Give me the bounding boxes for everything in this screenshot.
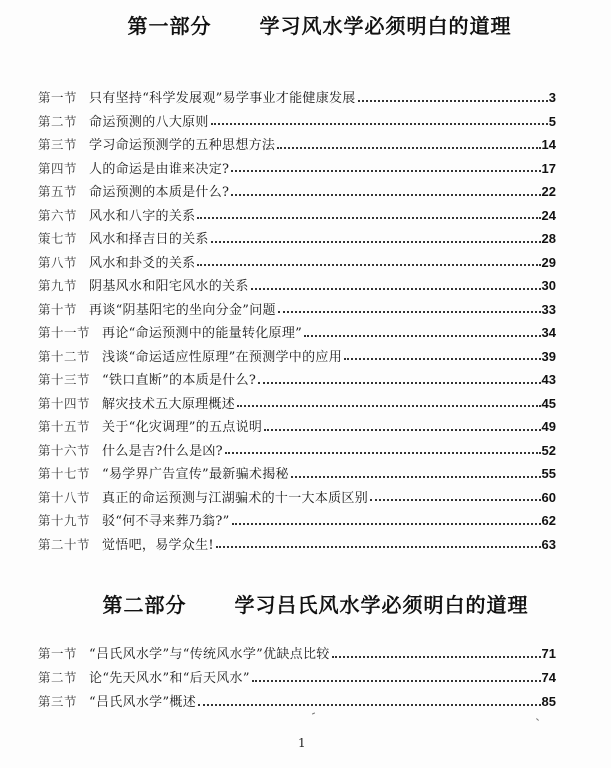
toc-entry[interactable] [38, 368, 556, 392]
section-title: 人的命运是由谁来决定? [89, 161, 230, 177]
dot-leader [370, 489, 541, 501]
section-label: 第十九节 [38, 513, 91, 528]
page-number: 3 [548, 90, 556, 105]
page-number: 55 [541, 466, 556, 481]
section-title: 论“先天风水”和“后天风水” [89, 671, 250, 686]
page-number: 43 [541, 372, 556, 387]
dot-leader [237, 395, 541, 407]
part-1-heading [0, 10, 611, 39]
page-number: 63 [541, 536, 556, 552]
toc-entry[interactable] [38, 462, 556, 486]
section-title: 命运预测的本质是什么? [89, 185, 230, 200]
page-number: 62 [541, 513, 556, 528]
dot-leader [197, 207, 540, 219]
section-label: 第十二节 [38, 348, 91, 364]
part-1-label: 第一部分 [127, 14, 212, 38]
section-label: 第十七节 [38, 466, 91, 481]
toc-entry[interactable] [38, 666, 556, 690]
page-number: 17 [541, 160, 556, 176]
toc-entry[interactable] [38, 180, 556, 204]
section-label: 第六节 [38, 207, 78, 223]
section-title: 只有坚持“科学发展观”易学事业才能健康发展 [89, 91, 356, 106]
section-title: 学习命运预测学的五种思想方法 [89, 138, 276, 153]
dot-leader [278, 301, 541, 313]
section-label: 第三节 [38, 694, 78, 709]
scan-speck [312, 712, 315, 714]
part-2-toc [38, 642, 556, 714]
page-folio: 1 [298, 736, 306, 750]
section-label: 策七节 [38, 231, 78, 246]
section-label: 第二十节 [38, 536, 91, 552]
section-title: 再论“命运预测中的能量转化原理” [102, 326, 303, 341]
dot-leader [231, 160, 540, 172]
section-title: “铁口直断”的本质是什么? [102, 373, 257, 388]
dot-leader [198, 694, 541, 706]
dot-leader [258, 372, 540, 384]
page-number: 34 [541, 325, 556, 340]
page-number: 22 [541, 184, 556, 199]
toc-entry[interactable] [38, 439, 556, 463]
toc-entry[interactable] [38, 251, 556, 275]
dot-leader [216, 536, 541, 548]
section-label: 第五节 [38, 184, 78, 199]
section-title: 风水和八字的关系 [89, 208, 196, 224]
dot-leader [231, 184, 540, 196]
toc-entry[interactable] [38, 110, 556, 134]
dot-leader [304, 325, 540, 337]
section-title: 风水和卦爻的关系 [89, 255, 196, 271]
dot-leader [211, 231, 541, 243]
dot-leader [332, 646, 541, 658]
part-1-title: 学习风水学必须明白的道理 [259, 14, 512, 38]
scan-speck [536, 718, 539, 721]
toc-entry[interactable] [38, 86, 556, 110]
dot-leader [277, 137, 540, 149]
toc-entry[interactable] [38, 227, 556, 251]
section-title: “吕氏风水学”概述 [89, 695, 197, 710]
dot-leader [211, 113, 548, 125]
page-number: 29 [541, 254, 556, 270]
toc-entry[interactable] [38, 298, 556, 322]
toc-entry[interactable] [38, 642, 556, 666]
dot-leader [264, 419, 540, 431]
page-number: 5 [548, 113, 556, 129]
page-number: 39 [541, 348, 556, 364]
dot-leader [344, 348, 541, 360]
page-number: 30 [541, 278, 556, 293]
section-title: “易学界广告宣传”最新骗术揭秘 [102, 467, 289, 482]
page-number: 45 [541, 395, 556, 411]
section-title: 什么是吉?什么是凶? [102, 443, 223, 459]
section-label: 第一节 [38, 646, 78, 661]
section-title: 命运预测的八大原则 [89, 114, 209, 130]
page-number: 49 [541, 419, 556, 434]
section-title: 阴基风水和阳宅风水的关系 [89, 279, 249, 294]
part-1-toc [38, 86, 556, 556]
section-label: 第九节 [38, 278, 78, 293]
page-number: 74 [541, 670, 556, 685]
section-label: 第十八节 [38, 489, 91, 505]
section-label: 第二节 [38, 113, 78, 129]
dot-leader [358, 90, 548, 102]
section-label: 第十一节 [38, 325, 91, 340]
toc-entry[interactable] [38, 345, 556, 369]
dot-leader [291, 466, 541, 478]
page-number: 14 [541, 137, 556, 152]
toc-entry[interactable] [38, 509, 556, 533]
page-number: 60 [541, 489, 556, 505]
part-2-heading [0, 589, 611, 618]
section-title: 浅谈“命运适应性原理”在预测学中的应用 [102, 349, 343, 365]
section-title: 关于“化灾调理”的五点说明 [102, 420, 263, 435]
dot-leader [252, 670, 541, 682]
toc-entry[interactable] [38, 486, 556, 510]
section-label: 第四节 [38, 160, 78, 176]
toc-entry[interactable] [38, 157, 556, 181]
section-title: 觉悟吧，易学众生! [102, 537, 214, 553]
section-label: 第三节 [38, 137, 78, 152]
section-label: 第十五节 [38, 419, 91, 434]
part-2-label: 第二部分 [102, 593, 187, 617]
section-label: 第一节 [38, 90, 78, 105]
section-label: 第二节 [38, 670, 78, 685]
section-label: 第十六节 [38, 442, 91, 458]
section-label: 第十三节 [38, 372, 91, 387]
section-title: 真正的命运预测与江湖骗术的十一大本质区别 [102, 490, 369, 506]
part-2-title: 学习吕氏风水学必须明白的道理 [234, 593, 529, 617]
toc-entry[interactable] [38, 392, 556, 416]
page-number: 24 [541, 207, 556, 223]
section-title: 驳“何不寻来葬乃翁?” [102, 514, 230, 529]
toc-entry[interactable] [38, 274, 556, 298]
dot-leader [225, 442, 541, 454]
dot-leader [232, 513, 541, 525]
toc-entry[interactable] [38, 533, 556, 557]
section-title: “吕氏风水学”与“传统风水学”优缺点比较 [89, 647, 330, 662]
dot-leader [197, 254, 540, 266]
page-number: 52 [541, 442, 556, 458]
section-title: 解灾技术五大原理概述 [102, 396, 236, 412]
dot-leader [251, 278, 541, 290]
section-title: 再谈“阴基阳宅的坐向分金”问题 [89, 302, 276, 318]
toc-entry[interactable] [38, 204, 556, 228]
toc-entry[interactable] [38, 415, 556, 439]
section-title: 风水和择吉日的关系 [89, 232, 209, 247]
page-number: 28 [541, 231, 556, 246]
page-number: 85 [541, 694, 556, 709]
toc-entry[interactable] [38, 690, 556, 714]
page-number: 33 [541, 301, 556, 317]
section-label: 第十四节 [38, 395, 91, 411]
toc-entry[interactable] [38, 133, 556, 157]
page-number: 71 [541, 646, 556, 661]
section-label: 第十节 [38, 301, 78, 317]
section-label: 第八节 [38, 254, 78, 270]
toc-entry[interactable] [38, 321, 556, 345]
